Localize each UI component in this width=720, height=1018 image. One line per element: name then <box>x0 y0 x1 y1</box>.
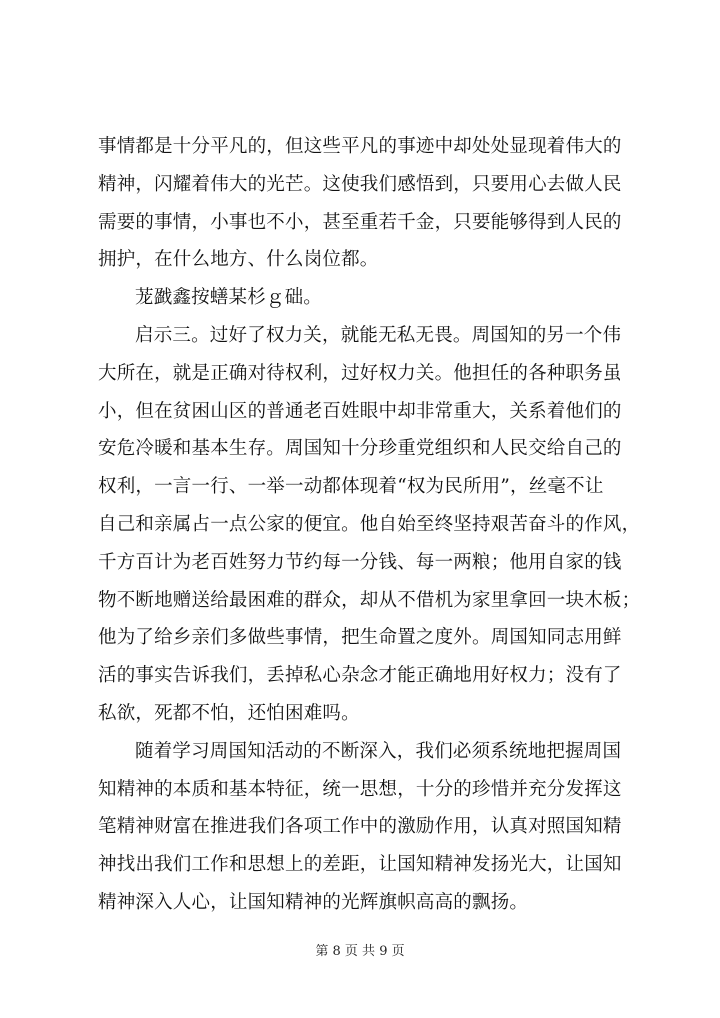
text-line: 神找出我们工作和思想上的差距，让国知精神发扬光大，让国知 <box>98 854 622 876</box>
text-line: 小，但在贫困山区的普通老百姓眼中却非常重大，关系着他们的 <box>98 400 622 422</box>
body-text <box>98 128 658 922</box>
text-line: 知精神的本质和基本特征，统一思想，十分的珍惜并充分发挥这 <box>98 778 622 800</box>
text-line: 活的事实告诉我们，丢掉私心杂念才能正确地用好权力；没有了 <box>98 665 622 687</box>
text-line: 事情都是十分平凡的，但这些平凡的事迹中却处处显现着伟大的 <box>98 136 622 157</box>
text-line: 拥护，在什么地方、什么岗位都。 <box>98 249 379 271</box>
text-line: 启示三。过好了权力关，就能无私无畏。周国知的另一个伟 <box>135 324 622 346</box>
text-line: 自己和亲属占一点公家的便宜。他自始至终坚持艰苦奋斗的作风， <box>98 513 641 535</box>
text-line: 千方百计为老百姓努力节约每一分钱、每一两粮；他用自家的钱 <box>98 551 622 573</box>
text-line: 随着学习周国知活动的不断深入，我们必须系统地把握周国 <box>135 740 622 762</box>
text-line: 他为了给乡亲们多做些事情，把生命置之度外。周国知同志用鲜 <box>98 627 622 649</box>
text-line: 笔精神财富在推进我们各项工作中的激励作用，认真对照国知精 <box>98 816 622 838</box>
text-line: 茏戤鑫按蟮某杉ｇ础。 <box>135 287 323 309</box>
text-line: 精神，闪耀着伟大的光芒。这使我们感悟到，只要用心去做人民 <box>98 173 622 195</box>
page-footer: 第 8 页 共 9 页 <box>315 944 405 959</box>
text-line: 物不断地赠送给最困难的群众，却从不借机为家里拿回一块木板； <box>98 589 641 611</box>
text-line: 私欲，死都不怕，还怕困难吗。 <box>98 702 360 724</box>
text-line: 大所在，就是正确对待权利，过好权力关。他担任的各种职务虽 <box>98 362 622 384</box>
text-line: 精神深入人心，让国知精神的光辉旗帜高高的飘扬。 <box>98 891 529 913</box>
text-line: 权利，一言一行、一举一动都体现着“权为民所用”，丝毫不让 <box>98 476 604 498</box>
text-line: 安危冷暖和基本生存。周国知十分珍重党组织和人民交给自己的 <box>98 438 622 460</box>
text-line: 需要的事情，小事也不小，甚至重若千金，只要能够得到人民的 <box>98 211 622 233</box>
